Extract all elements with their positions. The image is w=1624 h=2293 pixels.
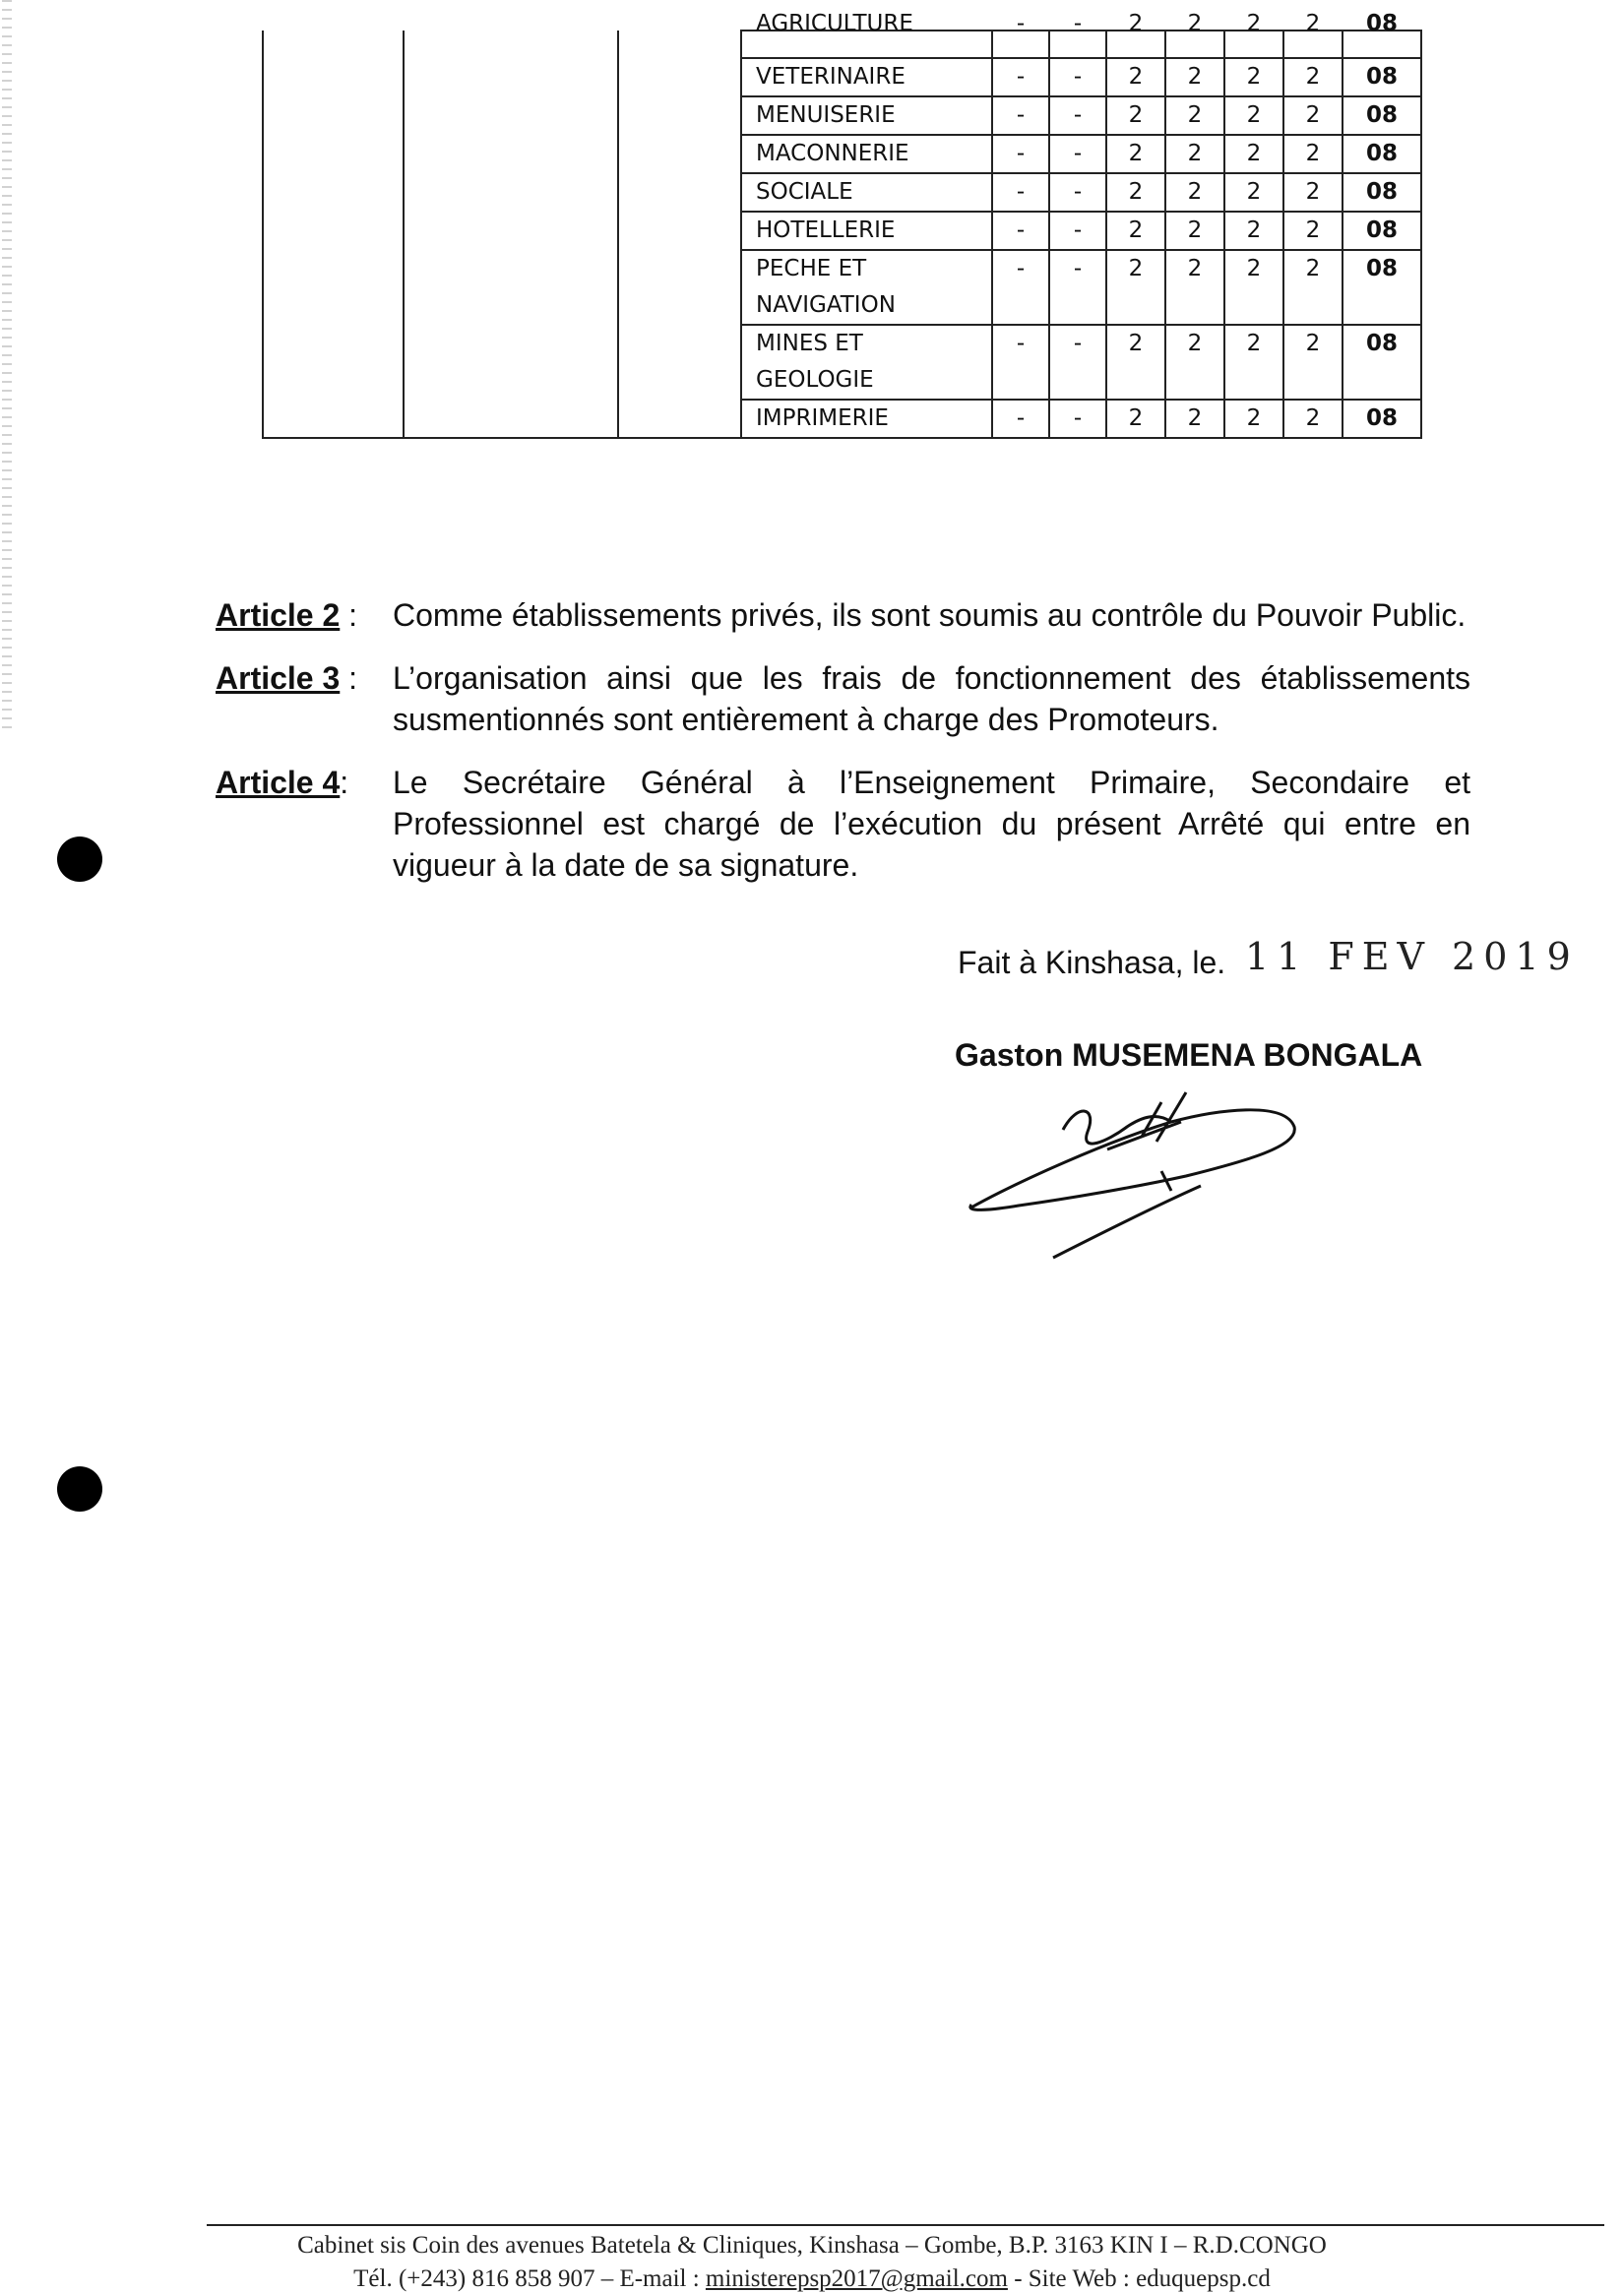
option-name: MACONNERIE	[741, 135, 992, 173]
cell-value: 2	[1165, 31, 1224, 58]
table-row	[263, 31, 1421, 58]
cell-value: 2	[1165, 212, 1224, 250]
option-name: VETERINAIRE	[741, 58, 992, 96]
cell-value: 2	[1224, 250, 1283, 325]
cell-value: -	[992, 212, 1049, 250]
cell-value: -	[992, 325, 1049, 400]
cell-value: 2	[1106, 135, 1165, 173]
cell-value: 2	[1283, 96, 1343, 135]
cell-value: 2	[1283, 250, 1343, 325]
cell-value: 2	[1224, 325, 1283, 400]
footer-contact: Tél. (+243) 816 858 907 – E-mail : ministerepsp2017@gmail.com - Site Web : eduquepsp.cd	[353, 2265, 1271, 2292]
cell-value: 2	[1283, 135, 1343, 173]
cell-value: -	[1049, 96, 1106, 135]
cell-value: -	[1049, 135, 1106, 173]
cell-value: 2	[1283, 325, 1343, 400]
footer-divider	[207, 2224, 1604, 2226]
cell-value: -	[1049, 173, 1106, 212]
cell-value: 2	[1224, 400, 1283, 438]
cell-value: -	[1049, 250, 1106, 325]
date-stamp: 11 FEV 2019	[1245, 935, 1579, 978]
cell-total: 08	[1343, 173, 1421, 212]
blank-col-2	[404, 31, 618, 438]
articles-section	[216, 594, 1470, 907]
cell-value: -	[1049, 400, 1106, 438]
cell-value: -	[1049, 31, 1106, 58]
cell-value: -	[992, 58, 1049, 96]
cell-value: 2	[1165, 325, 1224, 400]
cell-value: 2	[1224, 96, 1283, 135]
option-name: HOTELLERIE	[741, 212, 992, 250]
cell-total: 08	[1343, 212, 1421, 250]
article-text: Le Secrétaire Général à l’Enseignement Primaire, Secondaire et Professionnel est chargé de l’exécution du présent Arrêté qui entre en vigueur à la date de sa signature.	[393, 765, 1470, 883]
cell-value: 2	[1224, 31, 1283, 58]
option-name: AGRICULTURE	[741, 31, 992, 58]
cell-total: 08	[1343, 58, 1421, 96]
cell-value: 2	[1283, 173, 1343, 212]
article-text: L’organisation ainsi que les frais de fonctionnement des établissements susmentionnés sont entièrement à charge des Promoteurs.	[393, 660, 1470, 737]
cell-total: 08	[1343, 400, 1421, 438]
cell-value: -	[992, 173, 1049, 212]
article-4	[216, 762, 1470, 886]
cell-value: 2	[1165, 400, 1224, 438]
cell-value: 2	[1106, 325, 1165, 400]
cell-total: 08	[1343, 135, 1421, 173]
cell-value: 2	[1165, 173, 1224, 212]
article-2	[216, 594, 1470, 636]
option-name: PECHE ET NAVIGATION	[741, 250, 992, 325]
cell-value: -	[992, 135, 1049, 173]
cell-value: 2	[1283, 212, 1343, 250]
cell-value: 2	[1106, 58, 1165, 96]
cell-value: 2	[1224, 212, 1283, 250]
cell-value: 2	[1165, 96, 1224, 135]
signer-name: Gaston MUSEMENA BONGALA	[955, 1037, 1423, 1073]
cell-total: 08	[1343, 325, 1421, 400]
cell-value: -	[992, 250, 1049, 325]
punch-hole	[57, 1466, 102, 1512]
cell-value: 2	[1283, 31, 1343, 58]
cell-value: 2	[1165, 250, 1224, 325]
cell-value: -	[992, 96, 1049, 135]
cell-value: 2	[1224, 58, 1283, 96]
article-3	[216, 657, 1470, 740]
cell-value: 2	[1224, 173, 1283, 212]
option-name: MINES ET GEOLOGIE	[741, 325, 992, 400]
cell-total: 08	[1343, 31, 1421, 58]
cell-value: 2	[1165, 135, 1224, 173]
cell-value: -	[992, 31, 1049, 58]
scan-margin-marks	[2, 0, 12, 728]
cell-value: 2	[1283, 58, 1343, 96]
article-text: Comme établissements privés, ils sont soumis au contrôle du Pouvoir Public.	[393, 597, 1467, 633]
cell-value: -	[992, 400, 1049, 438]
footer-address: Cabinet sis Coin des avenues Batetela & Cliniques, Kinshasa – Gombe, B.P. 3163 KIN I – R.D.CONGO	[297, 2232, 1327, 2259]
blank-col-3	[618, 31, 741, 438]
punch-hole	[57, 837, 102, 882]
article-label: Article 2 :	[216, 597, 358, 633]
cell-value: 2	[1106, 250, 1165, 325]
cell-value: 2	[1283, 400, 1343, 438]
options-table	[262, 11, 1422, 439]
cell-value: 2	[1165, 58, 1224, 96]
article-label: Article 3 :	[216, 660, 358, 696]
cell-value: -	[1049, 325, 1106, 400]
cell-value: 2	[1106, 173, 1165, 212]
cell-value: 2	[1224, 135, 1283, 173]
cell-total: 08	[1343, 250, 1421, 325]
email-link[interactable]: ministerepsp2017@gmail.com	[705, 2265, 1008, 2292]
place-line: Fait à Kinshasa, le.	[958, 945, 1226, 980]
cell-total: 08	[1343, 96, 1421, 135]
option-name: MENUISERIE	[741, 96, 992, 135]
cell-value: -	[1049, 58, 1106, 96]
cell-value: 2	[1106, 96, 1165, 135]
cell-value: 2	[1106, 212, 1165, 250]
option-name: IMPRIMERIE	[741, 400, 992, 438]
cell-value: 2	[1106, 400, 1165, 438]
cell-value: -	[1049, 212, 1106, 250]
cell-value: 2	[1106, 31, 1165, 58]
option-name: SOCIALE	[741, 173, 992, 212]
blank-col-1	[263, 31, 404, 438]
article-label: Article 4:	[216, 765, 349, 800]
handwritten-signature-icon	[960, 1083, 1314, 1270]
